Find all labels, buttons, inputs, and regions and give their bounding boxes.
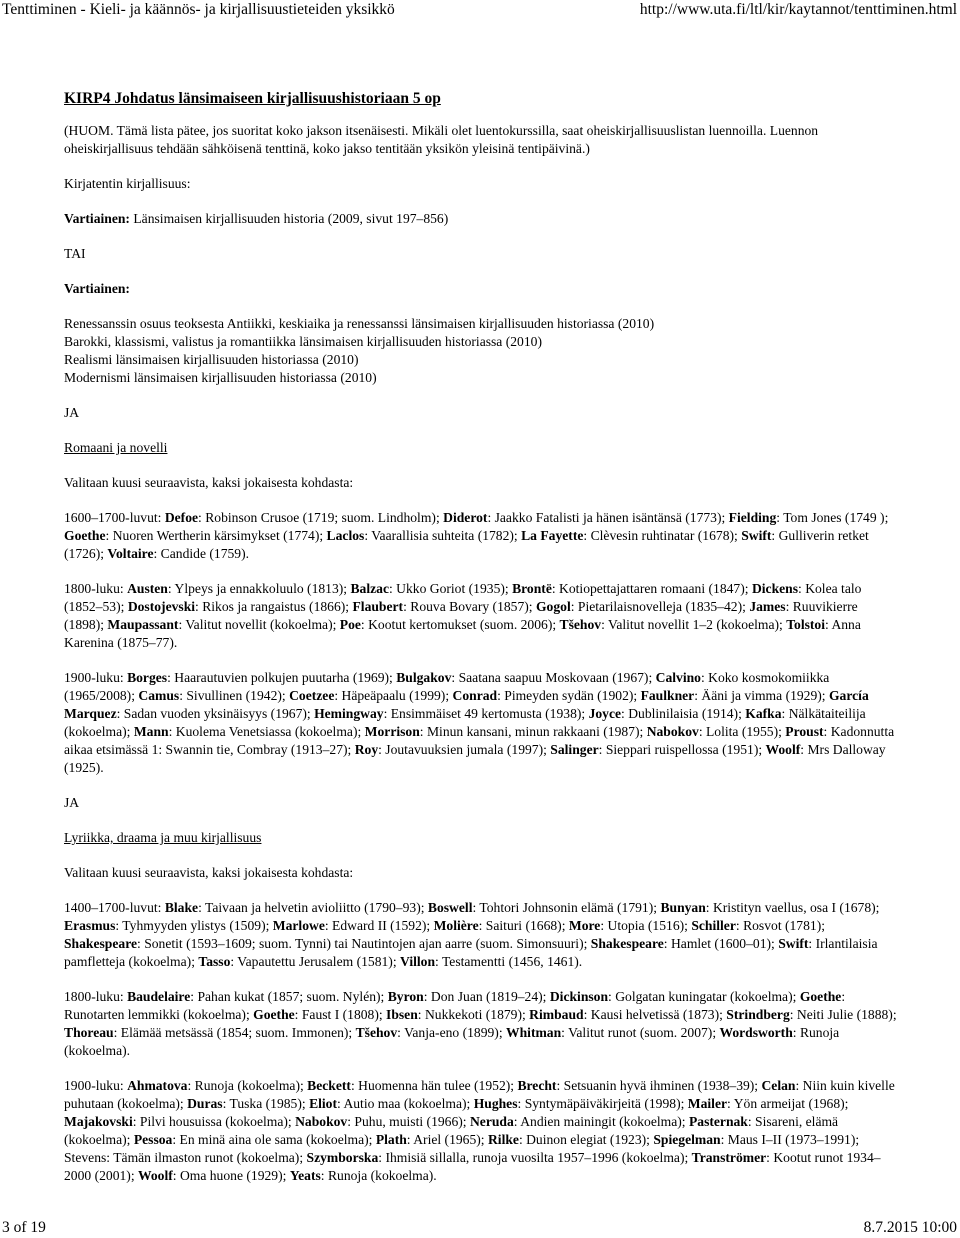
author-name: Boswell [427,900,473,915]
author-name: Camus [138,688,180,703]
page-url: http://www.uta.fi/ltl/kir/kaytannot/tenttiminen.html [639,1,957,18]
course-title: KIRP4 Johdatus länsimaiseen kirjallisuushistoriaan 5 op [64,90,441,107]
work-title: : Valitut novellit 1–2 (kokoelma); [601,617,787,632]
work-title: : Kristityn vaellus, osa I (1678); [705,900,880,915]
book-title: Länsimaisen kirjallisuuden historia (2009, sivut 197–856) [129,211,449,226]
author-name: Austen [127,581,168,596]
work-title: : Neiti Julie (1888); [789,1007,897,1022]
work-title: : Ensimmäiset 49 kertomusta (1938); [383,706,589,721]
author-name: García Marquez [64,688,869,721]
author-name: Neruda [469,1114,514,1129]
author-name: Swift [778,936,809,951]
author-name: Yeats [289,1168,321,1183]
author-name: Villon [400,954,436,969]
author-name: Dickens [751,581,799,596]
author-name: Laclos [326,528,365,543]
author-name: Ibsen [386,1007,418,1022]
work-title: : Rouva Bovary (1857); [403,599,536,614]
work-title: : Candide (1759). [153,546,250,561]
work-title: : Andien mainingit (kokoelma); [513,1114,689,1129]
author-name: Gogol [535,599,571,614]
work-title: : Clèvesin ruhtinatar (1678); [583,528,742,543]
work-title: : Runotarten lemmikki (kokoelma); [64,989,846,1022]
work-title: : Irlantilaisia pamfletteja (kokoelma); [64,936,878,969]
author-name: Hemingway [314,706,384,721]
author-name: Borges [127,670,168,685]
or-label: TAI [64,246,86,261]
work-title: : Ukko Goriot (1935); [388,581,513,596]
work-title: : Runoja (kokoelma). [320,1168,437,1183]
author-name: Flaubert [352,599,404,614]
work-title: : Pilvi housuissa (kokoelma); [132,1114,296,1129]
work-title: : Valitut novellit (kokoelma); [178,617,340,632]
work-title: : Tyhmyyden ylistys (1509); [115,918,273,933]
author-name: Majakovski [64,1114,133,1129]
author-name: Pessoa [133,1132,173,1147]
author-name: Nabokov [295,1114,348,1129]
work-title: : Setsuanin hyvä ihminen (1938–39); [556,1078,762,1093]
work-title: : Tom Jones (1749 ); [776,510,889,525]
work-title: : Ruuvikierre (1898); [64,599,858,632]
author-name: Szymborska [306,1150,379,1165]
author-name: Stevens [64,1150,107,1165]
work-title: : Jaakko Fatalisti ja hänen isäntänsä (1773); [487,510,729,525]
browser-print-footer [0,1218,960,1238]
work-title: : En minä aina ole sama (kokoelma); [172,1132,376,1147]
section-heading-poetry-drama: Lyriikka, draama ja muu kirjallisuus [64,830,262,845]
work-title: : Vanja-eno (1899); [397,1025,507,1040]
author-name: Conrad [452,688,498,703]
work-title: : Nuoren Wertherin kärsimykset (1774); [105,528,327,543]
author-name: James [749,599,786,614]
period-label: 1600–1700-luvut: [64,510,165,525]
work-title: : Vapautettu Jerusalem (1581); [230,954,401,969]
work-title: : Pahan kukat (1857; suom. Nylén); [190,989,388,1004]
author-name: Diderot [443,510,488,525]
book-option-1 [64,210,900,228]
work-title: : Pimeyden sydän (1902); [497,688,641,703]
author-name: Salinger [550,742,599,757]
work-title: : Runoja (kokoelma); [187,1078,308,1093]
work-title: : Maus I–II (1973–1991); [720,1132,860,1147]
work-title: : Mrs Dalloway (1925). [64,742,886,775]
author-name: Kafka [745,706,782,721]
exam-literature-label: Kirjatentin kirjallisuus: [64,176,191,191]
work-title: : Runoja (kokoelma). [64,1025,840,1058]
work-title: : Kuolema Venetsiassa (kokoelma); [168,724,365,739]
author-name: Roy [354,742,379,757]
period-paragraph [64,899,900,971]
author-name: Byron [387,989,424,1004]
author-name: Tšehov [559,617,602,632]
author-name: Shakespeare [590,936,664,951]
work-title: : Kotiopettajattaren romaani (1847); [551,581,752,596]
author-name: Eliot [309,1096,338,1111]
work-title: : Kolea talo (1852–53); [64,581,862,614]
work-title: : Vaarallisia suhteita (1782); [364,528,522,543]
author-name: La Fayette [521,528,584,543]
work-title: : Huomenna hän tulee (1952); [350,1078,518,1093]
author-name: Tšehov [355,1025,398,1040]
author-name: Tasso [198,954,231,969]
section-heading-novels: Romaani ja novelli [64,440,168,455]
author-name: Thoreau [64,1025,114,1040]
author-name: Ahmatova [127,1078,188,1093]
work-title: : Hamlet (1600–01); [663,936,779,951]
work-title: : Dublinilaisia (1914); [621,706,746,721]
author-name: Joyce [588,706,622,721]
author-name: Dostojevski [127,599,196,614]
author-name: Strindberg [726,1007,790,1022]
and-label: JA [64,795,80,810]
author-name: Proust [785,724,824,739]
work-title: : Nälkätaiteilija (kokoelma); [64,706,866,739]
work-title: : Lolita (1955); [698,724,786,739]
author-name: Wordsworth [719,1025,793,1040]
work-title: : Oma huone (1929); [172,1168,290,1183]
book-set-item: Realismi länsimaisen kirjallisuuden historiassa (2010) [64,352,359,367]
work-title: : Don Juan (1819–24); [423,989,550,1004]
work-title: : Utopia (1516); [600,918,692,933]
author-name: Voltaire [107,546,154,561]
work-title: : Kausi helvetissä (1873); [583,1007,727,1022]
author-name: Bunyan [660,900,706,915]
author-name: Whitman [506,1025,562,1040]
book-set-list [64,315,900,387]
author-name: Molière [433,918,479,933]
author-name: Poe [339,617,361,632]
work-title: : Puhu, muisti (1966); [347,1114,470,1129]
work-title: : Valitut runot (suom. 2007); [561,1025,720,1040]
work-title: : Duinon elegiat (1923); [518,1132,654,1147]
author-name: Bulgakov [396,670,452,685]
author-name: Beckett [307,1078,351,1093]
author-name: Plath [375,1132,407,1147]
period-label: 1400–1700-luvut: [64,900,165,915]
book-set-item: Renessanssin osuus teoksesta Antiikki, keskiaika ja renessanssi länsimaisen kirjallisuuden historiassa (2010) [64,316,655,331]
work-title: : Ääni ja vimma (1929); [694,688,829,703]
section-instruction: Valitaan kuusi seuraavista, kaksi jokaisesta kohdasta: [64,865,354,880]
work-title: : Elämää metsässä (1854; suom. Immonen); [113,1025,356,1040]
work-title: : Taivaan ja helvetin avioliitto (1790–93); [198,900,428,915]
work-title: : Testamentti (1456, 1461). [435,954,583,969]
author-name: Marlowe [272,918,325,933]
work-title: : Saituri (1668); [478,918,569,933]
work-title: : Autio maa (kokoelma); [337,1096,474,1111]
browser-print-header [0,0,960,20]
page-source-title: Tenttiminen - Kieli- ja käännös- ja kirjallisuustieteiden yksikkö [2,1,395,18]
work-title: : Koko kosmokomiikka (1965/2008); [64,670,830,703]
author-name: Blake [164,900,199,915]
work-title: : Saatana saapuu Moskovaan (1967); [451,670,656,685]
work-title: : Robinson Crusoe (1719; suom. Lindholm); [198,510,444,525]
author-name: Rimbaud [529,1007,584,1022]
course-note: (HUOM. Tämä lista pätee, jos suoritat koko jakson itsenäisesti. Mikäli olet luentokurssilla, saat oheiskirjallisuuslistan luennoilla. Luennon oheiskirjallisuus tehdään sähköisenä tenttinä, koko jakso tentitään yksikön yleisinä tentipäivinä.) [64,123,819,156]
author-name: Tolstoi [786,617,826,632]
author-name: Nabokov [646,724,699,739]
period-label: 1900-luku: [64,670,128,685]
author-name: Mailer [687,1096,728,1111]
work-title: : Tämän ilmaston runot (kokoelma); [106,1150,307,1165]
work-title: : Nukkekoti (1879); [417,1007,530,1022]
author-name: Fielding [728,510,777,525]
period-paragraph [64,988,900,1060]
author-name: Dickinson [549,989,609,1004]
author-name: Goethe [64,528,106,543]
author-name: Spiegelman [653,1132,721,1147]
book-set-author: Vartiainen: [64,281,130,296]
work-title: : Ihmisiä sillalla, runoja vuosilta 1957–1996 (kokoelma); [378,1150,692,1165]
period-label: 1800-luku: [64,989,128,1004]
period-paragraph [64,580,900,652]
author-name: Calvino [655,670,701,685]
author-name: Erasmus [64,918,116,933]
work-title: : Gulliverin retket (1726); [64,528,869,561]
author-name: Tranströmer [691,1150,767,1165]
work-title: : Kootut runot 1934–2000 (2001); [64,1150,881,1183]
author-name: Schiller [691,918,736,933]
author-name: Pasternak [688,1114,748,1129]
work-title: : Edward II (1592); [324,918,434,933]
author-name: Celan [761,1078,796,1093]
work-title: : Haarautuvien polkujen puutarha (1969); [167,670,397,685]
document-body [64,88,900,1202]
book-author: Vartiainen: [64,211,130,226]
work-title: : Pietarilaisnovelleja (1835–42); [570,599,750,614]
section-instruction: Valitaan kuusi seuraavista, kaksi jokaisesta kohdasta: [64,475,354,490]
work-title: : Kadonnutta aikaa etsimässä 1: Swannin tie, Combray (1913–27); [64,724,895,757]
work-title: : Ariel (1965); [406,1132,488,1147]
work-title: : Sivullinen (1942); [179,688,290,703]
author-name: Coetzee [289,688,335,703]
work-title: : Rosvot (1781); [735,918,826,933]
book-set-item: Modernismi länsimaisen kirjallisuuden historiassa (2010) [64,370,377,385]
author-name: Hughes [473,1096,518,1111]
work-title: : Kootut kertomukset (suom. 2006); [360,617,560,632]
work-title: : Sonetit (1593–1609; suom. Tynni) tai Nautintojen ajan aarre (suom. Simonsuuri); [137,936,591,951]
work-title: : Minun kansani, minun rakkaani (1987); [419,724,647,739]
author-name: Morrison [364,724,420,739]
page-counter: 3 of 19 [2,1219,46,1236]
work-title: : Sadan vuoden yksinäisyys (1967); [116,706,315,721]
author-name: Faulkner [640,688,695,703]
work-title: : Golgatan kuningatar (kokoelma); [608,989,800,1004]
work-title: : Ylpeys ja ennakkoluulo (1813); [167,581,351,596]
period-paragraph [64,509,900,563]
work-title: : Rikos ja rangaistus (1866); [195,599,353,614]
author-name: Goethe [253,1007,295,1022]
author-name: Swift [741,528,772,543]
author-name: Woolf [765,742,801,757]
author-name: Duras [187,1096,223,1111]
author-name: Woolf [138,1168,173,1183]
author-name: Brecht [517,1078,557,1093]
author-name: Baudelaire [127,989,191,1004]
and-label: JA [64,405,80,420]
work-title: : Syntymäpäiväkirjeitä (1998); [517,1096,688,1111]
author-name: More [568,918,601,933]
work-title: : Yön armeijat (1968); [727,1096,849,1111]
book-set-item: Barokki, klassismi, valistus ja romantiikka länsimaisen kirjallisuuden historiassa (2010) [64,334,542,349]
period-paragraph [64,1077,900,1185]
work-title: : Tuska (1985); [222,1096,310,1111]
work-title: : Joutavuuksien jumala (1997); [378,742,551,757]
author-name: Goethe [799,989,842,1004]
author-name: Brontë [512,581,552,596]
period-paragraph [64,669,900,777]
period-label: 1900-luku: [64,1078,128,1093]
print-timestamp: 8.7.2015 10:00 [863,1219,957,1236]
work-title: : Niin kuin kivelle puhutaan (kokoelma); [64,1078,895,1111]
author-name: Mann [133,724,169,739]
author-name: Rilke [487,1132,519,1147]
work-title: : Anna Karenina (1875–77). [64,617,861,650]
author-name: Balzac [350,581,389,596]
author-name: Shakespeare [64,936,138,951]
work-title: : Häpeäpaalu (1999); [334,688,453,703]
work-title: : Faust I (1808); [294,1007,387,1022]
work-title: : Sisareni, elämä (kokoelma); [64,1114,839,1147]
author-name: Defoe [164,510,199,525]
work-title: : Sieppari ruispellossa (1951); [598,742,766,757]
author-name: Maupassant [107,617,179,632]
work-title: : Tohtori Johnsonin elämä (1791); [472,900,661,915]
period-label: 1800-luku: [64,581,128,596]
